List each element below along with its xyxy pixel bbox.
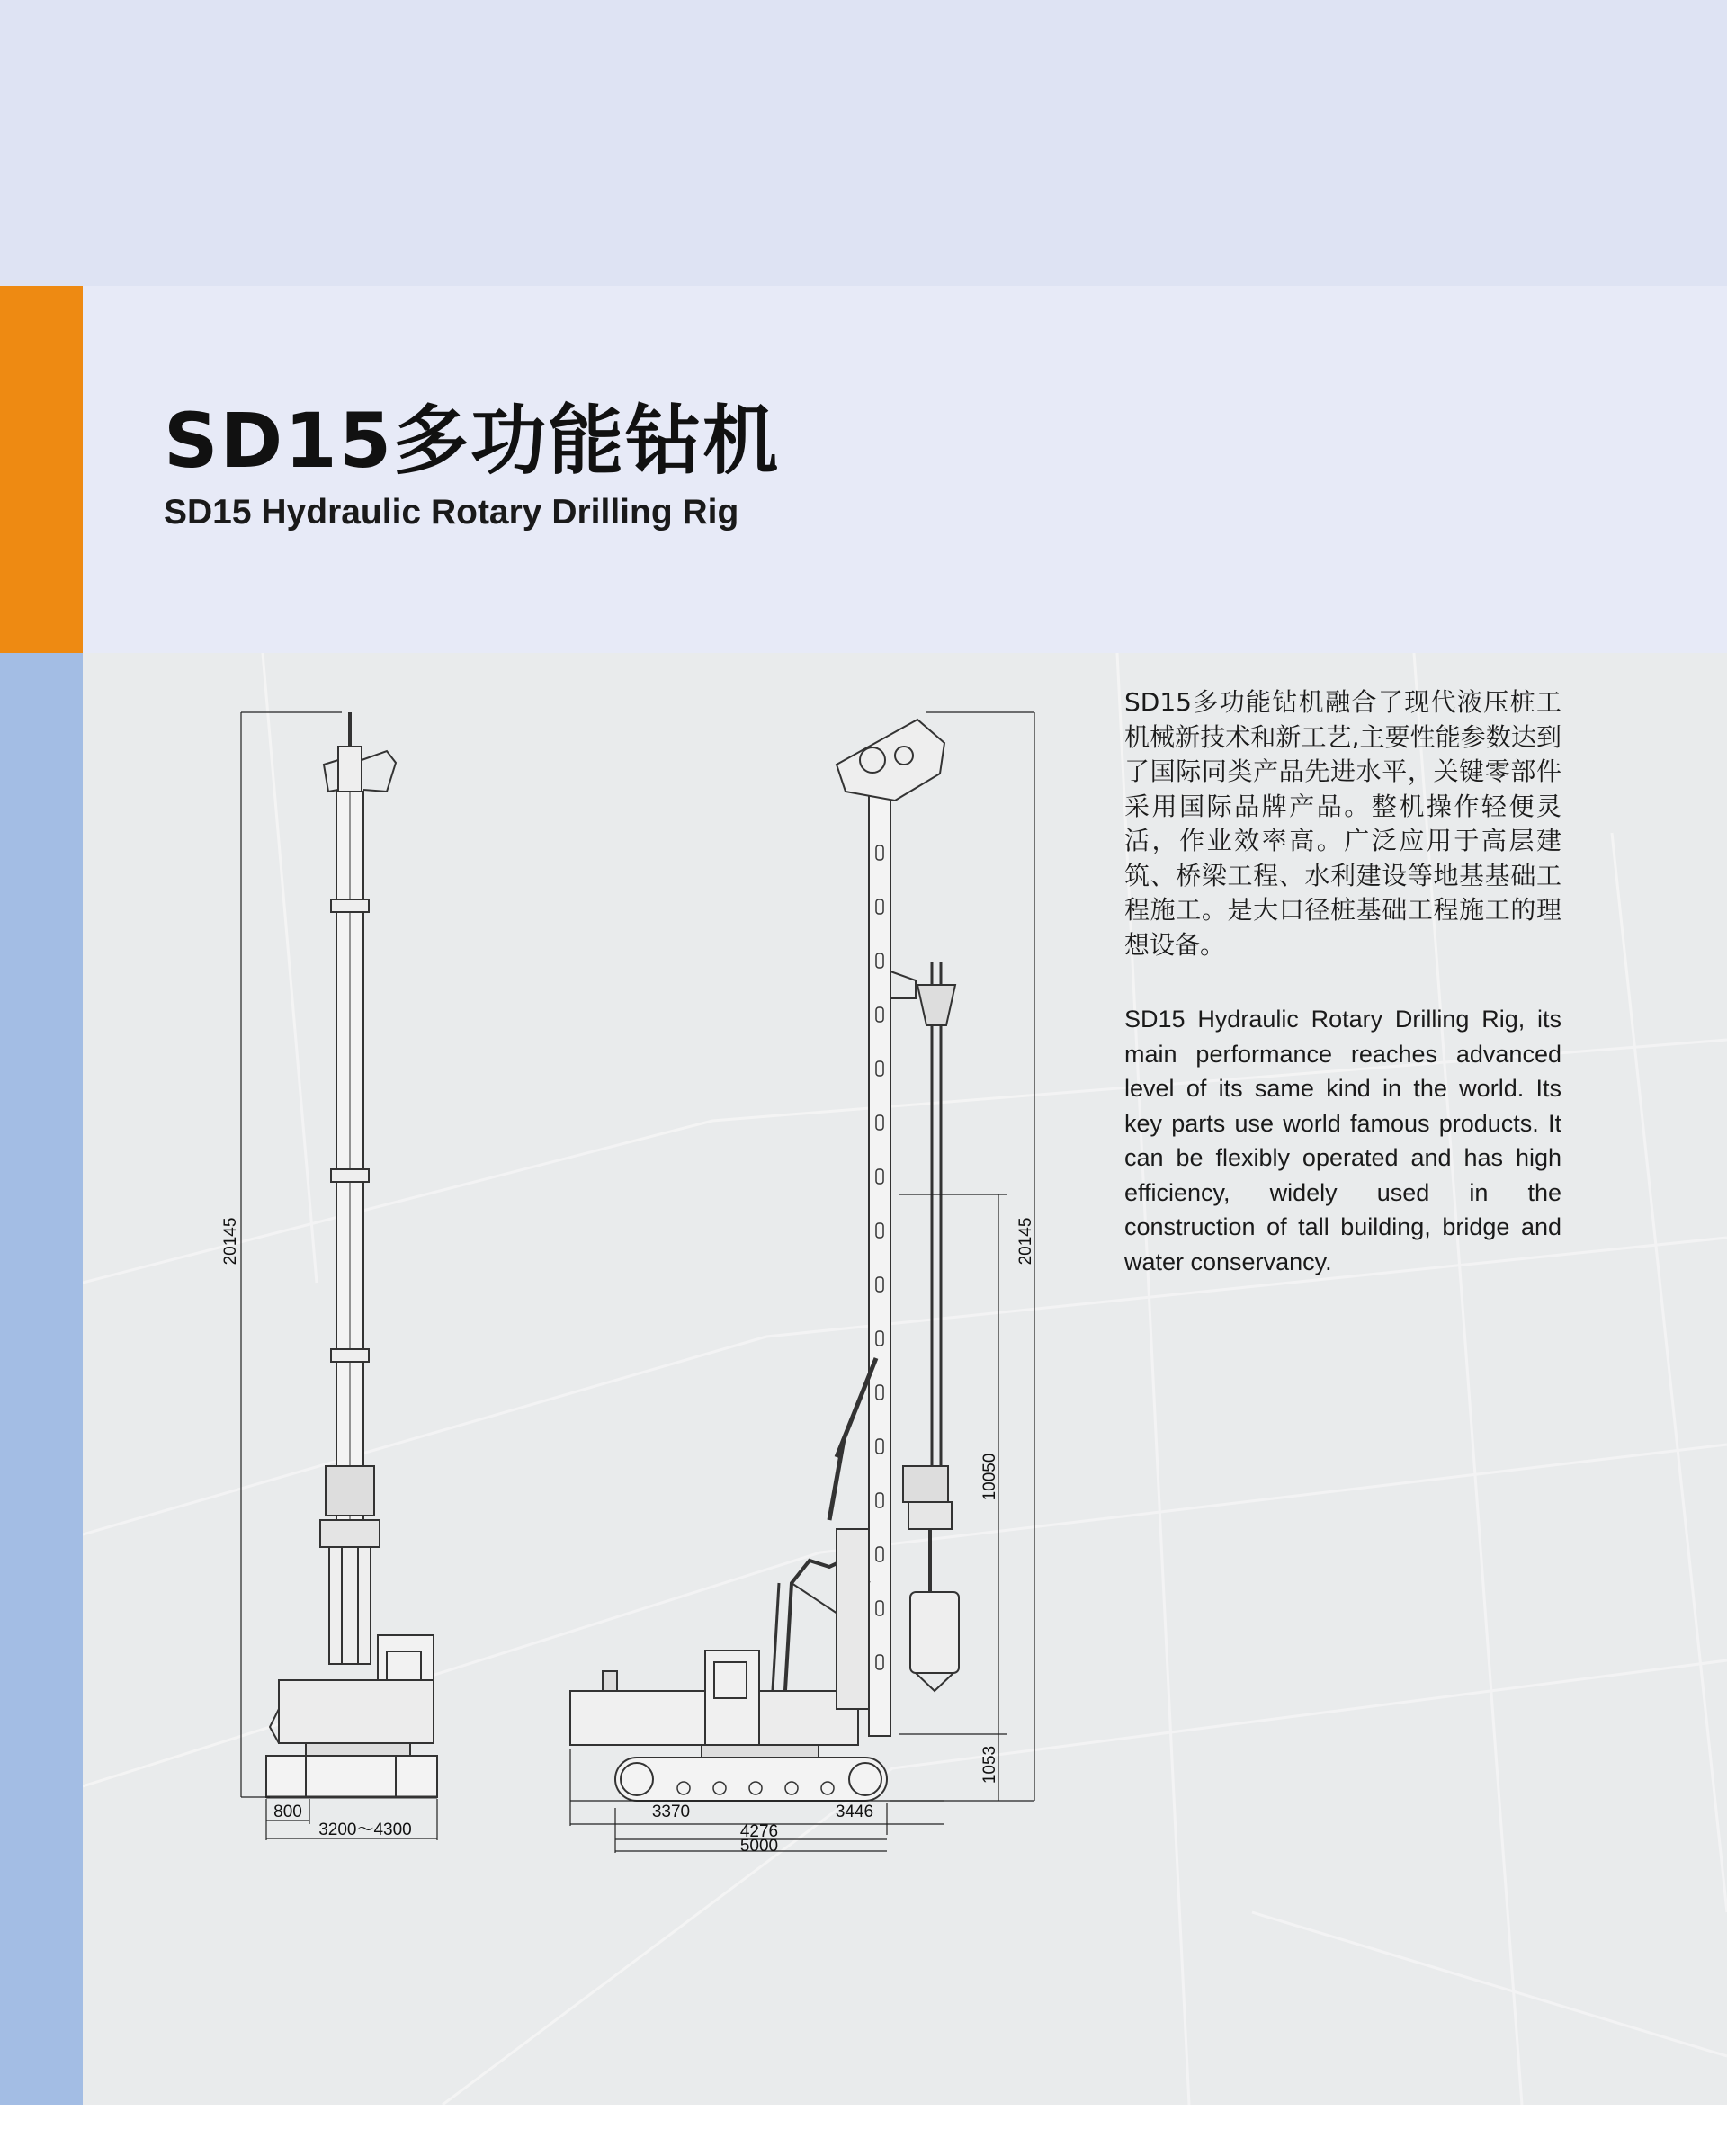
description-en: SD15 Hydraulic Rotary Drilling Rig, its main performance reaches advanced level of its same kind in the world. Its key parts use world famous products. It can be flexibly operated and has high efficiency, widely used in the construction of tall building, bridge and water conservancy. — [1124, 1006, 1561, 1275]
dim-front-height: 20145 — [221, 1217, 240, 1266]
dim-side-rear-length: 3370 — [651, 1803, 691, 1821]
page-title-cn: SD15多功能钻机 — [164, 397, 781, 485]
dim-side-overall-length: 5000 — [739, 1837, 779, 1856]
dim-side-front-length: 3446 — [835, 1803, 874, 1821]
page-title-en: SD15 Hydraulic Rotary Drilling Rig — [164, 493, 739, 532]
dim-side-mast-length: 10050 — [980, 1453, 999, 1501]
side-view-dimensions — [570, 712, 1034, 1853]
front-view-rig — [266, 712, 437, 1797]
dim-front-width-range: 3200～4300 — [318, 1821, 412, 1839]
side-view-rig — [570, 720, 959, 1801]
description-cn: SD15多功能钻机融合了现代液压桩工机械新技术和新工艺,主要性能参数达到了国际同类产品先进水平，关键零部件采用国际品牌产品。整机操作轻便灵活，作业效率高。广泛应用于高层建筑、桥梁工程、水利建设等地基基础工程施工。是大口径桩基础工程施工的理想设备。 — [1124, 687, 1561, 960]
dim-side-ground-clearance: 1053 — [980, 1745, 999, 1785]
dim-side-track-length: 4276 — [739, 1822, 779, 1841]
dim-front-track-width: 800 — [273, 1803, 302, 1821]
dim-side-height: 20145 — [1016, 1217, 1035, 1266]
